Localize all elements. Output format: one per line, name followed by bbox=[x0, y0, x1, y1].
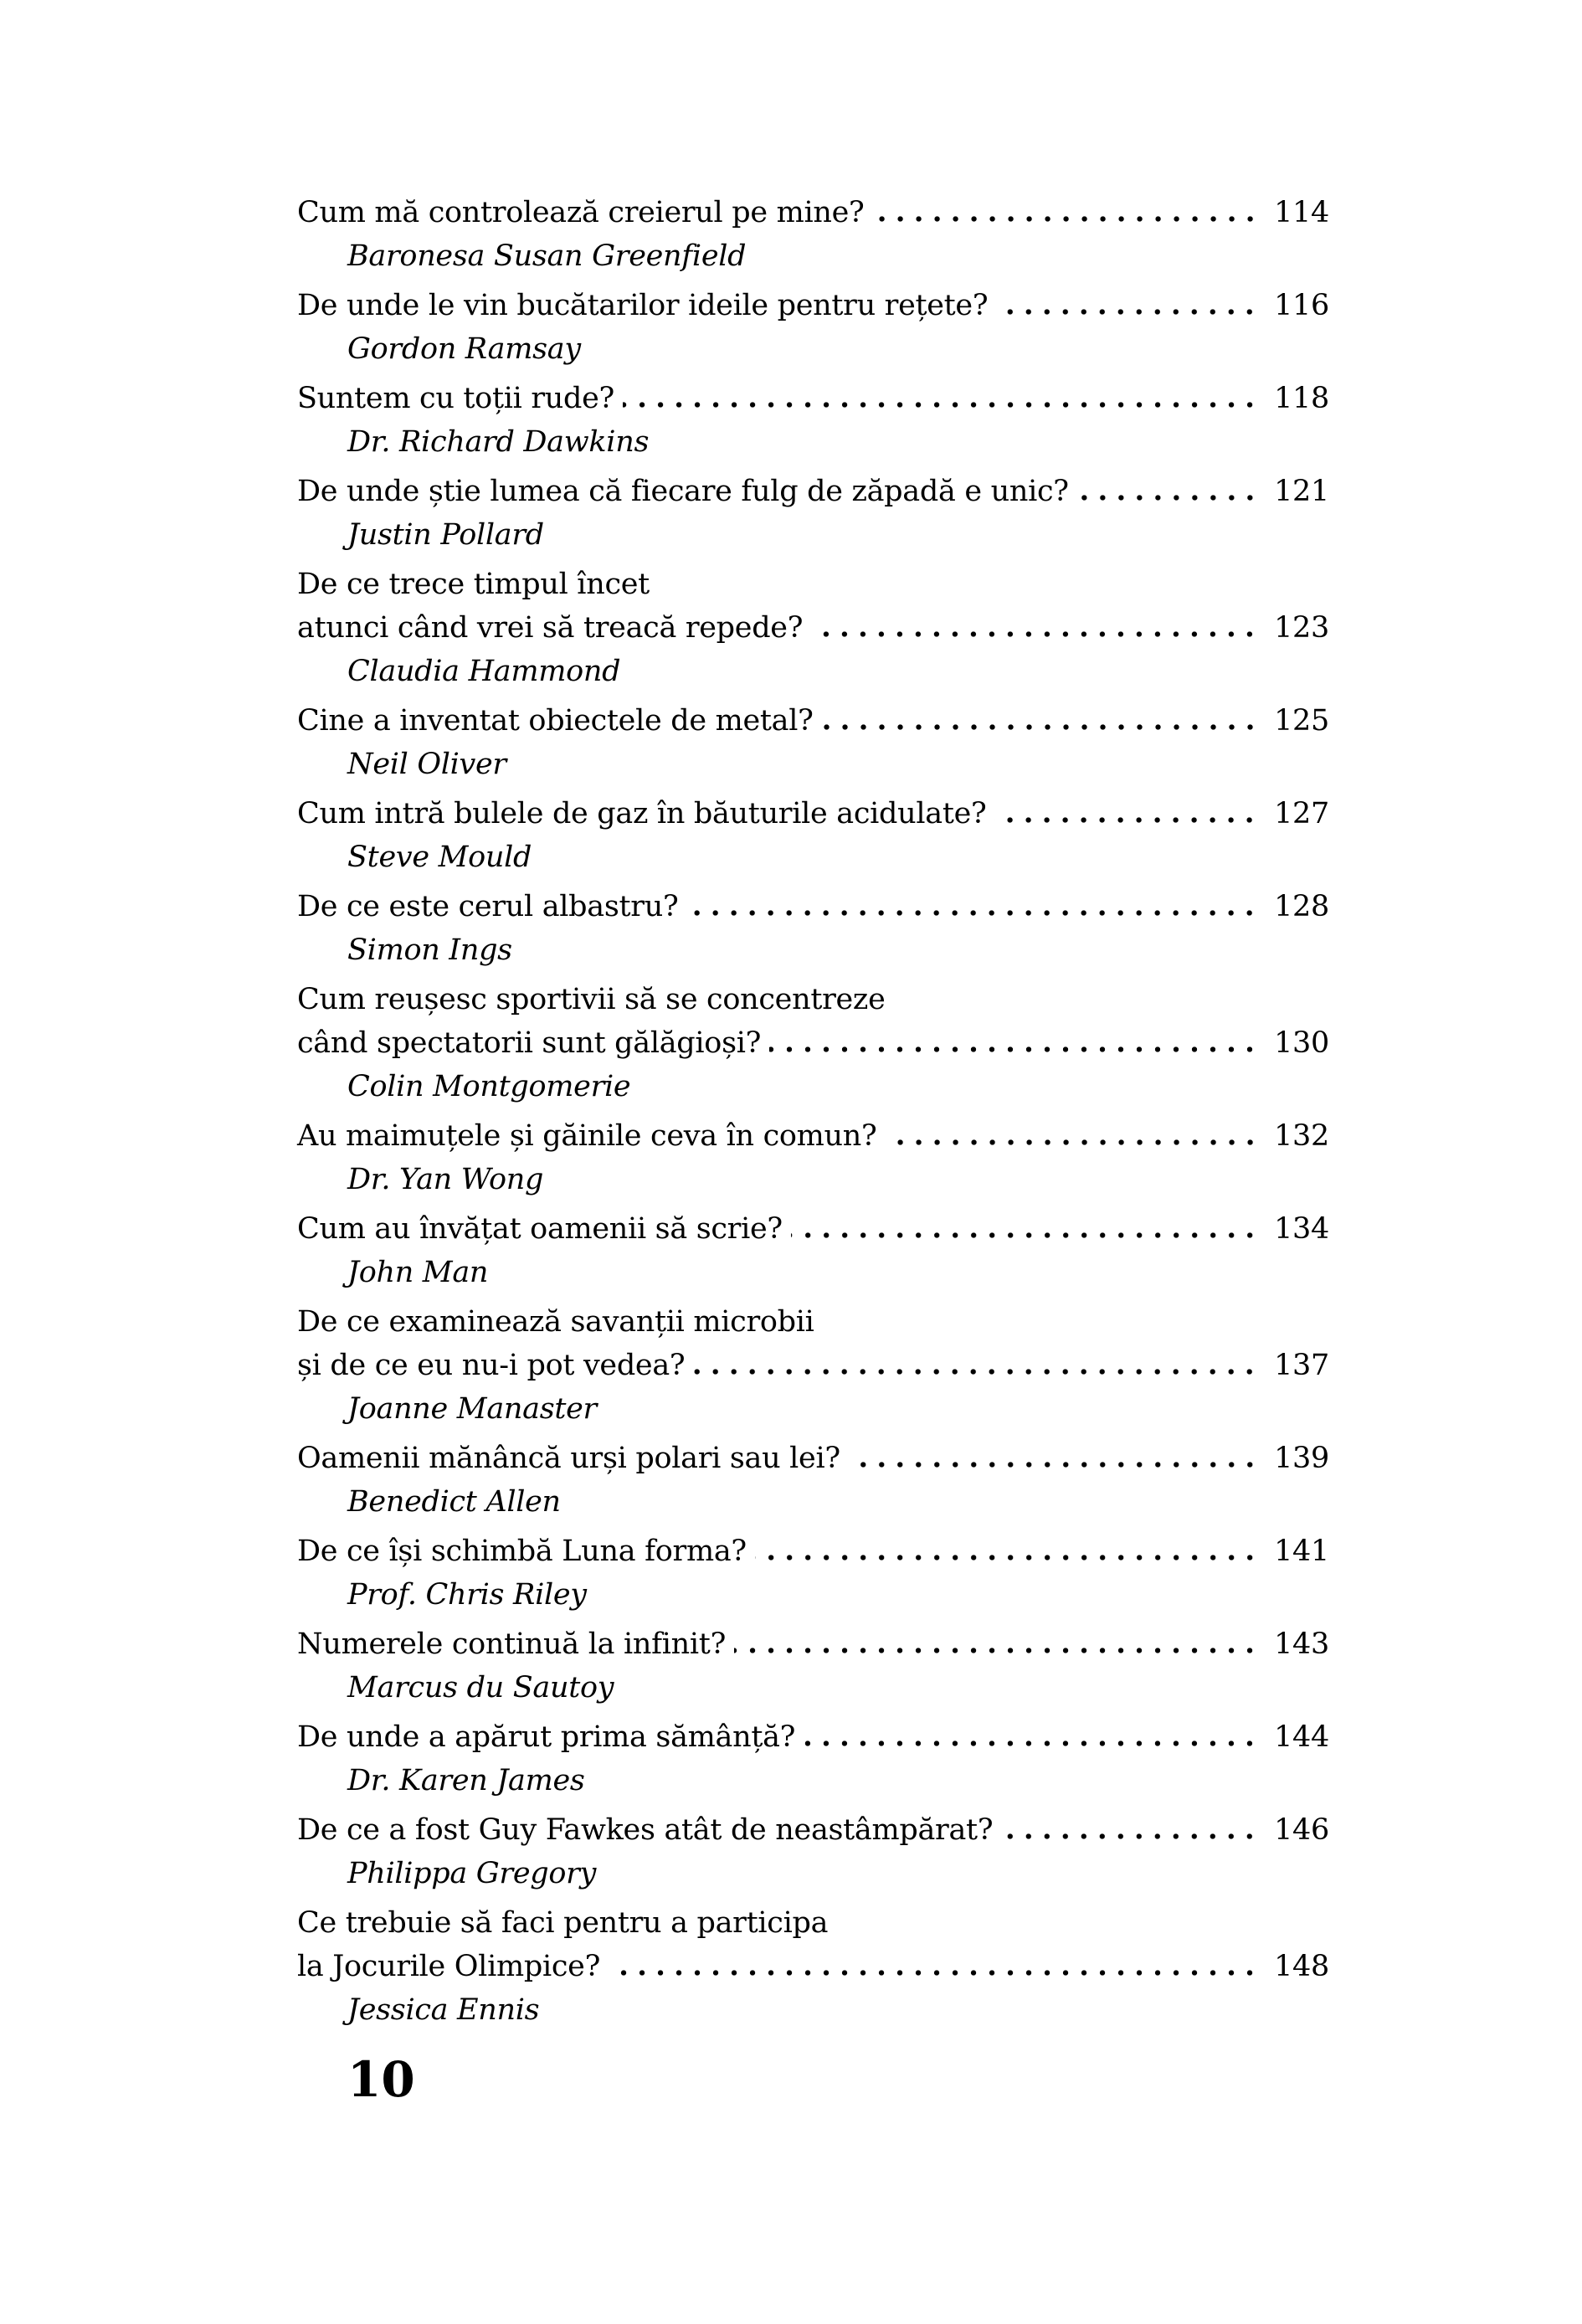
dot-leader bbox=[822, 724, 1260, 730]
toc-author: Steve Mould bbox=[347, 841, 532, 874]
toc-question-row bbox=[297, 606, 1329, 650]
toc-question-text: Numerele continuă la infinit? bbox=[297, 1627, 727, 1661]
toc-question-row bbox=[297, 1207, 1329, 1251]
toc-question-row bbox=[297, 1715, 1329, 1759]
toc-page-number: 148 bbox=[1274, 1950, 1329, 1983]
toc-question-text: De unde știe lumea că fiecare fulg de zăpadă e unic? bbox=[297, 475, 1069, 508]
toc-question-row bbox=[297, 1021, 1329, 1065]
toc-page-number: 143 bbox=[1274, 1627, 1329, 1661]
toc-entry bbox=[297, 792, 1329, 879]
toc-page-number: 132 bbox=[1274, 1119, 1329, 1153]
toc-page-number: 144 bbox=[1274, 1720, 1329, 1754]
toc-page-number: 128 bbox=[1274, 890, 1329, 923]
toc-author: Dr. Richard Dawkins bbox=[347, 425, 650, 459]
toc-entry bbox=[297, 1808, 1329, 1895]
dot-leader bbox=[1077, 495, 1259, 501]
toc-question-text: atunci când vrei să treacă repede? bbox=[297, 611, 804, 645]
toc-page-number: 146 bbox=[1274, 1813, 1329, 1847]
toc-page-number: 114 bbox=[1274, 196, 1329, 229]
dot-leader bbox=[996, 309, 1259, 315]
toc-question-text: De unde le vin bucătarilor ideile pentru rețete? bbox=[297, 289, 989, 322]
toc-author: John Man bbox=[347, 1256, 489, 1289]
toc-page-number: 118 bbox=[1274, 382, 1329, 415]
toc-question-row bbox=[297, 699, 1329, 743]
toc-entry bbox=[297, 1207, 1329, 1294]
toc-page-number: 125 bbox=[1274, 704, 1329, 738]
toc-page-number: 116 bbox=[1274, 289, 1329, 322]
dot-leader bbox=[804, 1740, 1259, 1746]
toc-entry bbox=[297, 885, 1329, 972]
toc-author: Jessica Ennis bbox=[347, 1993, 540, 2027]
toc-page-number: 123 bbox=[1274, 611, 1329, 645]
toc-entry bbox=[297, 1715, 1329, 1802]
toc-entry bbox=[297, 563, 1329, 693]
toc-question-text: la Jocurile Olimpice? bbox=[297, 1950, 601, 1983]
toc-question-text: De ce își schimbă Luna forma? bbox=[297, 1535, 747, 1568]
toc-page-number: 121 bbox=[1274, 475, 1329, 508]
toc-author: Colin Montgomerie bbox=[347, 1070, 631, 1103]
toc-question-row bbox=[297, 792, 1329, 836]
page-folio-number: 10 bbox=[347, 2051, 415, 2108]
toc-author: Marcus du Sautoy bbox=[347, 1671, 614, 1704]
toc-question-text: Cum au învățat oamenii să scrie? bbox=[297, 1212, 783, 1246]
toc-question-row bbox=[297, 1530, 1329, 1573]
toc-question-text: Cum mă controlează creierul pe mine? bbox=[297, 196, 865, 229]
dot-leader bbox=[1001, 1833, 1259, 1839]
toc-author: Joanne Manaster bbox=[347, 1392, 597, 1426]
toc-page-number: 127 bbox=[1274, 797, 1329, 830]
dot-leader bbox=[769, 1046, 1259, 1052]
toc-question-text: De unde a apărut prima sămânță? bbox=[297, 1720, 796, 1754]
toc-author: Claudia Hammond bbox=[347, 655, 621, 688]
toc-author: Baronesa Susan Greenfield bbox=[347, 239, 747, 273]
dot-leader bbox=[811, 631, 1259, 637]
toc-entry bbox=[297, 1622, 1329, 1710]
toc-entry bbox=[297, 1901, 1329, 2032]
dot-leader bbox=[886, 1139, 1260, 1145]
toc-question-row bbox=[297, 1114, 1329, 1158]
toc-question-row bbox=[297, 191, 1329, 234]
toc-question-row bbox=[297, 284, 1329, 327]
dot-leader bbox=[609, 1970, 1259, 1976]
toc-question-row bbox=[297, 470, 1329, 513]
toc-entry bbox=[297, 1530, 1329, 1617]
toc-question-text: când spectatorii sunt gălăgioși? bbox=[297, 1026, 762, 1060]
toc-author: Simon Ings bbox=[347, 933, 512, 967]
toc-question-text: Au maimuțele și găinile ceva în comun? bbox=[297, 1119, 877, 1153]
toc-page-number: 137 bbox=[1274, 1349, 1329, 1382]
toc-question-text: Cine a inventat obiectele de metal? bbox=[297, 704, 814, 738]
toc-entry bbox=[297, 191, 1329, 278]
toc-question-row bbox=[297, 1437, 1329, 1480]
toc-author: Prof. Chris Riley bbox=[347, 1578, 587, 1612]
dot-leader bbox=[873, 216, 1260, 222]
toc-author: Neil Oliver bbox=[347, 748, 506, 781]
toc-question-text: și de ce eu nu-i pot vedea? bbox=[297, 1349, 686, 1382]
toc-entry bbox=[297, 978, 1329, 1108]
dot-leader bbox=[693, 1369, 1259, 1375]
toc-entry bbox=[297, 699, 1329, 786]
toc-entry bbox=[297, 377, 1329, 464]
toc-question-row bbox=[297, 1344, 1329, 1387]
toc-question-line: De ce examinează savanții microbii bbox=[297, 1305, 814, 1339]
toc-entry bbox=[297, 1437, 1329, 1524]
toc-entry bbox=[297, 470, 1329, 557]
dot-leader bbox=[994, 817, 1259, 823]
toc-question-row bbox=[297, 1622, 1329, 1666]
toc-page-number: 134 bbox=[1274, 1212, 1329, 1246]
dot-leader bbox=[755, 1555, 1259, 1560]
toc-question-text: De ce este cerul albastru? bbox=[297, 890, 679, 923]
toc-question-row bbox=[297, 1808, 1329, 1852]
dot-leader bbox=[849, 1462, 1259, 1468]
toc-question-text: Oamenii mănâncă urși polari sau lei? bbox=[297, 1442, 840, 1475]
toc-author: Philippa Gregory bbox=[347, 1857, 597, 1890]
toc-author: Dr. Yan Wong bbox=[347, 1163, 544, 1196]
dot-leader bbox=[686, 910, 1259, 916]
dot-leader bbox=[734, 1648, 1259, 1653]
toc-question-row bbox=[297, 885, 1329, 928]
toc-author: Dr. Karen James bbox=[347, 1764, 585, 1797]
toc-page-number: 139 bbox=[1274, 1442, 1329, 1475]
toc-entry bbox=[297, 1300, 1329, 1431]
dot-leader bbox=[623, 402, 1259, 408]
toc-author: Gordon Ramsay bbox=[347, 332, 581, 366]
toc-entry bbox=[297, 284, 1329, 371]
toc-question-text: De ce a fost Guy Fawkes atât de neastâmpărat? bbox=[297, 1813, 994, 1847]
toc-question-row bbox=[297, 377, 1329, 420]
toc-question-row bbox=[297, 1945, 1329, 1988]
toc-question-line: Cum reușesc sportivii să se concentreze bbox=[297, 983, 886, 1016]
toc-question-text: Suntem cu toții rude? bbox=[297, 382, 614, 415]
toc-entry bbox=[297, 1114, 1329, 1201]
toc-author: Justin Pollard bbox=[347, 518, 544, 552]
toc-page-number: 130 bbox=[1274, 1026, 1329, 1060]
toc-question-text: Cum intră bulele de gaz în băuturile acidulate? bbox=[297, 797, 987, 830]
toc-page-number: 141 bbox=[1274, 1535, 1329, 1568]
toc-author: Benedict Allen bbox=[347, 1485, 561, 1519]
toc-question-line: Ce trebuie să faci pentru a participa bbox=[297, 1906, 829, 1940]
toc-question-line: De ce trece timpul încet bbox=[297, 568, 650, 601]
dot-leader bbox=[791, 1232, 1259, 1238]
